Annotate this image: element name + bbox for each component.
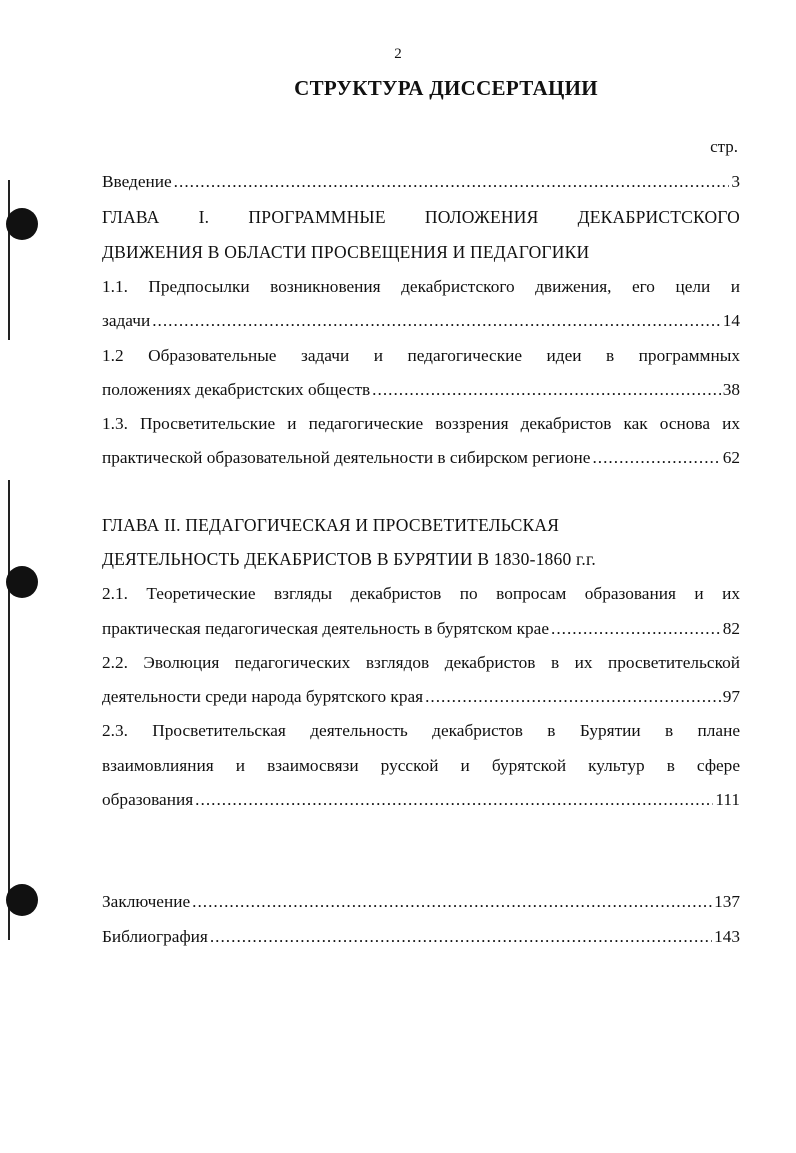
toc-label: задачи bbox=[102, 311, 151, 330]
toc-page: 97 bbox=[722, 687, 740, 706]
toc-entry-text: 1.3. Просветительские и педагогические воззрения декабристов как основа их bbox=[102, 414, 740, 433]
toc-entry-text: 2.1. Теоретические взгляды декабристов по вопросам образования и их bbox=[102, 584, 740, 603]
toc-entry-conclusion bbox=[102, 890, 740, 914]
toc-label: практическая педагогическая деятельность в бурятском крае bbox=[102, 619, 550, 638]
leader-dots bbox=[425, 685, 721, 709]
scan-hole-mark bbox=[6, 884, 38, 916]
toc-page: 14 bbox=[722, 311, 740, 330]
toc-entry-text: взаимовлияния и взаимосвязи русской и бурятской культур в сфере bbox=[102, 756, 740, 775]
toc-entry-text: 1.1. Предпосылки возникновения декабристского движения, его цели и bbox=[102, 277, 740, 296]
toc-page: 82 bbox=[722, 619, 740, 638]
page-title: СТРУКТУРА ДИССЕРТАЦИИ bbox=[294, 76, 598, 100]
scan-hole-mark bbox=[6, 566, 38, 598]
toc-page: 143 bbox=[714, 927, 740, 946]
toc-label: Введение bbox=[102, 172, 172, 191]
toc-label: положениях декабристских обществ bbox=[102, 380, 371, 399]
toc-page: 62 bbox=[722, 448, 740, 467]
leader-dots bbox=[551, 617, 721, 641]
chapter-heading: ДВИЖЕНИЯ В ОБЛАСТИ ПРОСВЕЩЕНИЯ И ПЕДАГОГИКИ bbox=[102, 242, 590, 262]
chapter-heading: ГЛАВА II. ПЕДАГОГИЧЕСКАЯ И ПРОСВЕТИТЕЛЬСКАЯ bbox=[102, 515, 560, 535]
toc-entry-text: 1.2 Образовательные задачи и педагогические идеи в программных bbox=[102, 346, 740, 365]
toc-entry bbox=[102, 617, 740, 641]
leader-dots bbox=[152, 309, 721, 333]
page-number: 2 bbox=[394, 46, 402, 62]
toc-entry-intro bbox=[102, 170, 740, 194]
toc-entry bbox=[102, 309, 740, 333]
leader-dots bbox=[174, 170, 730, 194]
toc-entry bbox=[102, 378, 740, 402]
toc-label: практической образовательной деятельности в сибирском регионе bbox=[102, 448, 591, 467]
toc-page: 111 bbox=[715, 790, 740, 809]
toc-label: Библиография bbox=[102, 927, 208, 946]
page-column-label: стр. bbox=[710, 137, 738, 156]
toc-entry-text: 2.3. Просветительская деятельность декабристов в Бурятии в плане bbox=[102, 721, 740, 740]
toc-label: образования bbox=[102, 790, 194, 809]
scan-edge-line bbox=[8, 480, 10, 940]
toc-entry bbox=[102, 788, 740, 812]
toc-label: деятельности среди народа бурятского края bbox=[102, 687, 424, 706]
toc-page: 38 bbox=[722, 380, 740, 399]
leader-dots bbox=[592, 446, 720, 470]
leader-dots bbox=[210, 925, 712, 949]
scan-hole-mark bbox=[6, 208, 38, 240]
chapter-heading: ДЕЯТЕЛЬНОСТЬ ДЕКАБРИСТОВ В БУРЯТИИ В 1830-1860 г.г. bbox=[102, 549, 596, 569]
leader-dots bbox=[372, 378, 721, 402]
toc-page: 137 bbox=[714, 892, 740, 911]
toc-label: Заключение bbox=[102, 892, 191, 911]
toc-page: 3 bbox=[731, 172, 740, 191]
scan-edge-line bbox=[8, 180, 10, 340]
leader-dots bbox=[192, 890, 712, 914]
toc-entry bbox=[102, 685, 740, 709]
toc-entry bbox=[102, 446, 740, 470]
toc-entry-bibliography bbox=[102, 925, 740, 949]
toc-entry-text: 2.2. Эволюция педагогических взглядов декабристов в их просветительской bbox=[102, 653, 740, 672]
leader-dots bbox=[195, 788, 713, 812]
chapter-heading: ГЛАВА I. ПРОГРАММНЫЕ ПОЛОЖЕНИЯ ДЕКАБРИСТСКОГО bbox=[102, 207, 740, 227]
